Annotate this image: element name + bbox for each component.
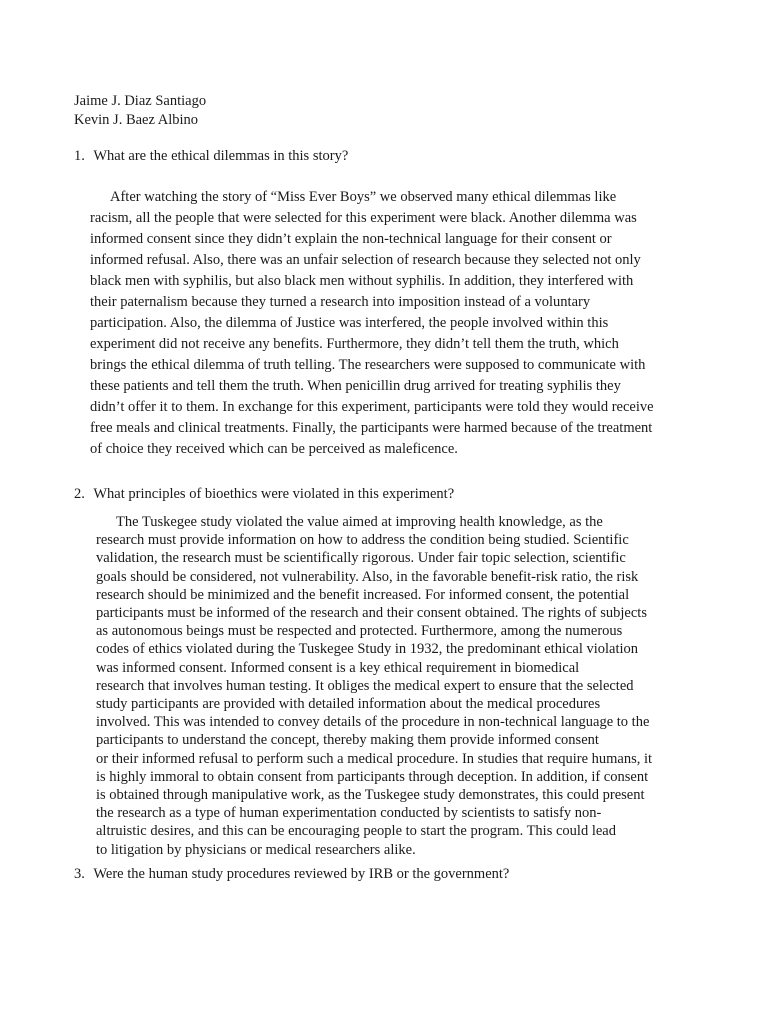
answer-line: didn’t offer it to them. In exchange for this experiment, participants were told they would receive — [90, 399, 654, 415]
answer-line: or their informed refusal to perform such a medical procedure. In studies that require humans, it — [96, 750, 653, 767]
question-text: What are the ethical dilemmas in this story? — [93, 148, 349, 164]
answer-1-paragraph — [90, 187, 654, 460]
question-number: 1. — [74, 148, 85, 164]
answer-line: research that involves human testing. It obliges the medical expert to ensure that the selected — [96, 677, 634, 694]
answer-line: was informed consent. Informed consent is a key ethical requirement in biomedical — [96, 659, 580, 676]
answer-line: The Tuskegee study violated the value aimed at improving health knowledge, as the — [116, 514, 603, 530]
answer-line: informed consent since they didn’t explain the non-technical language for their consent or — [90, 231, 612, 247]
answer-line: is obtained through manipulative work, as the Tuskegee study demonstrates, this could present — [96, 787, 645, 804]
answer-line: altruistic desires, and this can be encouraging people to start the program. This could lead — [96, 823, 616, 840]
answer-line: informed refusal. Also, there was an unfair selection of research because they selected not only — [90, 252, 641, 268]
answer-line: participants to understand the concept, thereby making them provide informed consent — [96, 732, 599, 749]
answer-line: of choice they received which can be perceived as maleficence. — [90, 441, 458, 457]
author-name: Kevin J. Baez Albino — [74, 112, 199, 128]
answer-line: After watching the story of “Miss Ever Boys” we observed many ethical dilemmas like — [110, 189, 617, 205]
question-text: Were the human study procedures reviewed by IRB or the government? — [93, 866, 510, 882]
author-name: Jaime J. Diaz Santiago — [74, 93, 207, 109]
answer-line: the research as a type of human experimentation conducted by scientists to satisfy non- — [96, 805, 602, 822]
answer-line: study participants are provided with detailed information about the medical procedures — [96, 696, 601, 713]
answer-line: codes of ethics violated during the Tuskegee Study in 1932, the predominant ethical violation — [96, 641, 639, 658]
question-number: 2. — [74, 486, 85, 502]
answer-line: participation. Also, the dilemma of Justice was interfered, the people involved within this — [90, 315, 609, 331]
answer-line: participants must be informed of the research and their consent obtained. The rights of subjects — [96, 605, 647, 622]
answer-line: is highly immoral to obtain consent from participants through deception. In addition, if consent — [96, 768, 649, 785]
answer-line: goals should be considered, not vulnerability. Also, in the favorable benefit-risk ratio, the risk — [96, 568, 639, 585]
answer-line: as autonomous beings must be respected and protected. Furthermore, among the numerous — [96, 623, 623, 640]
answer-2-paragraph — [96, 513, 652, 859]
answer-line: racism, all the people that were selected for this experiment were black. Another dilemma was — [90, 210, 637, 226]
answer-line: research must provide information on how to address the condition being studied. Scientific — [96, 532, 629, 549]
answer-line: involved. This was intended to convey details of the procedure in non-technical language to the — [96, 714, 650, 731]
question-number: 3. — [74, 866, 85, 882]
answer-line: free meals and clinical treatments. Finally, the participants were harmed because of the treatment — [90, 420, 653, 436]
answer-line: to litigation by physicians or medical researchers alike. — [96, 841, 416, 858]
answer-line: validation, the research must be scientifically rigorous. Under fair topic selection, scientific — [96, 550, 626, 567]
question-2 — [74, 485, 454, 504]
answer-line: research should be minimized and the benefit increased. For informed consent, the potential — [96, 586, 630, 603]
question-text: What principles of bioethics were violated in this experiment? — [93, 486, 455, 502]
answer-line: brings the ethical dilemma of truth telling. The researchers were supposed to communicate with — [90, 357, 646, 373]
question-3 — [74, 865, 509, 884]
author-block — [74, 92, 206, 130]
answer-line: black men with syphilis, but also black men without syphilis. In addition, they interfered with — [90, 273, 634, 289]
question-1 — [74, 147, 348, 166]
answer-line: their paternalism because they turned a research into imposition instead of a voluntary — [90, 294, 591, 310]
answer-line: experiment did not receive any benefits. Furthermore, they didn’t tell them the truth, which — [90, 336, 619, 352]
answer-line: these patients and tell them the truth. When penicillin drug arrived for treating syphilis they — [90, 378, 621, 394]
